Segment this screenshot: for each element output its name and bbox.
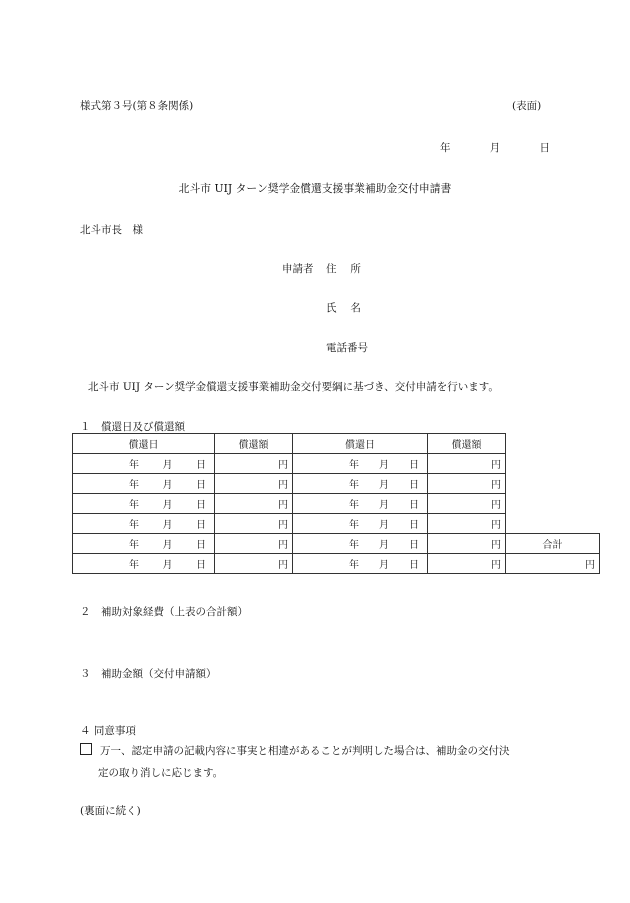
- repay-amount-cell: 円: [428, 454, 506, 474]
- day-label: 日: [409, 460, 419, 471]
- header-repay-date-1: 償還日: [73, 434, 215, 454]
- year-label: 年: [349, 500, 359, 511]
- month-label: 月: [379, 480, 389, 491]
- front-side-label: (表面): [512, 100, 542, 112]
- repay-date-cell: [293, 554, 428, 574]
- repay-amount-cell: 円: [215, 494, 293, 514]
- day-label: 日: [196, 500, 206, 511]
- day-label: 日: [409, 540, 419, 551]
- year-label: 年: [349, 520, 359, 531]
- blank-cell: [506, 434, 600, 454]
- day-label: 日: [196, 460, 206, 471]
- repay-amount-cell: 円: [428, 534, 506, 554]
- table-row: [73, 554, 600, 574]
- year-label: 年: [129, 540, 139, 551]
- repay-amount-cell: 円: [428, 554, 506, 574]
- date-parts: [293, 496, 427, 511]
- blank-cell: [506, 514, 600, 534]
- repay-date-cell: [293, 494, 428, 514]
- repay-amount-cell: 円: [215, 454, 293, 474]
- total-amount-cell: 円: [506, 554, 600, 574]
- table-row: [73, 494, 600, 514]
- date-parts: [293, 456, 427, 471]
- table-row: [73, 474, 600, 494]
- repay-date-cell: [73, 474, 215, 494]
- repay-amount-cell: 円: [215, 474, 293, 494]
- date-parts: [293, 556, 427, 571]
- date-parts: [73, 496, 214, 511]
- year-label: 年: [129, 520, 139, 531]
- month-label: 月: [379, 460, 389, 471]
- date-parts: [73, 536, 214, 551]
- table-row: [73, 454, 600, 474]
- applicant-address-label: 住 所: [326, 263, 361, 275]
- year-label: 年: [129, 500, 139, 511]
- day-label: 日: [409, 480, 419, 491]
- section1-heading: １ 償還日及び償還額: [80, 421, 185, 433]
- day-label: 日: [196, 520, 206, 531]
- repay-date-cell: [293, 454, 428, 474]
- month-label: 月: [162, 480, 173, 491]
- month-label: 月: [162, 460, 173, 471]
- table-row: [73, 514, 600, 534]
- repay-amount-cell: 円: [428, 474, 506, 494]
- year-label: 年: [349, 480, 359, 491]
- month-label: 月: [379, 540, 389, 551]
- year-label: 年: [349, 540, 359, 551]
- repay-date-cell: [293, 474, 428, 494]
- month-label: 月: [379, 500, 389, 511]
- applicant-phone-label: 電話番号: [326, 342, 368, 354]
- application-date: [440, 140, 550, 155]
- date-parts: [293, 476, 427, 491]
- date-parts: [73, 456, 214, 471]
- date-parts: [73, 516, 214, 531]
- month-label: 月: [162, 560, 173, 571]
- applicant-label: 申請者: [282, 263, 314, 275]
- year-label: 年: [129, 460, 139, 471]
- day-label: 日: [196, 540, 206, 551]
- month-label: 月: [162, 500, 173, 511]
- month-label: 月: [379, 560, 389, 571]
- month-label: 月: [162, 520, 173, 531]
- month-label: 月: [162, 540, 173, 551]
- table-row: [73, 534, 600, 554]
- applicant-name-label: 氏 名: [326, 302, 361, 314]
- day-label: 日: [196, 480, 206, 491]
- repay-amount-cell: 円: [215, 514, 293, 534]
- section3-heading: ３ 補助金額（交付申請額）: [80, 668, 217, 680]
- blank-cell: [506, 474, 600, 494]
- year-label: 年: [349, 560, 359, 571]
- day-label: 日: [409, 560, 419, 571]
- total-label-cell: 合計: [506, 534, 600, 554]
- repay-amount-cell: 円: [215, 534, 293, 554]
- header-repay-amount-2: 償還額: [428, 434, 506, 454]
- month-label: 月: [379, 520, 389, 531]
- repay-date-cell: [73, 534, 215, 554]
- year-label: 年: [129, 560, 139, 571]
- header-repay-date-2: 償還日: [293, 434, 428, 454]
- date-parts: [293, 516, 427, 531]
- repay-amount-cell: 円: [428, 514, 506, 534]
- repay-amount-cell: 円: [215, 554, 293, 574]
- year-label: 年: [349, 460, 359, 471]
- repay-date-cell: [73, 554, 215, 574]
- section2-heading: ２ 補助対象経費（上表の合計額）: [80, 606, 248, 618]
- application-statement: 北斗市 UIJ ターン奨学金償還支援事業補助金交付要綱に基づき、交付申請を行います。: [88, 381, 499, 393]
- day-label: 日: [409, 500, 419, 511]
- consent-text-line1: 万一、認定申請の記載内容に事実と相違があることが判明した場合は、補助金の交付決: [100, 745, 510, 757]
- date-day: 日: [539, 142, 550, 154]
- date-month: 月: [489, 142, 501, 154]
- table-header-row: [73, 434, 600, 454]
- section4-heading: ４ 同意事項: [80, 725, 136, 737]
- addressee: 北斗市長 様: [80, 224, 143, 236]
- consent-item: [80, 743, 510, 758]
- date-parts: [73, 556, 214, 571]
- date-parts: [293, 536, 427, 551]
- continued-note: (裏面に続く): [80, 805, 141, 817]
- day-label: 日: [196, 560, 206, 571]
- header-repay-amount-1: 償還額: [215, 434, 293, 454]
- form-number: 様式第３号(第８条関係): [80, 100, 194, 112]
- blank-cell: [506, 494, 600, 514]
- repay-date-cell: [293, 514, 428, 534]
- repay-date-cell: [73, 514, 215, 534]
- repay-amount-cell: 円: [428, 494, 506, 514]
- document-title: 北斗市 UIJ ターン奨学金償還支援事業補助金交付申請書: [178, 182, 452, 195]
- blank-cell: [506, 454, 600, 474]
- repay-date-cell: [73, 454, 215, 474]
- repayment-table: [72, 433, 600, 574]
- consent-checkbox[interactable]: [80, 743, 92, 755]
- repay-date-cell: [73, 494, 215, 514]
- date-parts: [73, 476, 214, 491]
- repay-date-cell: [293, 534, 428, 554]
- date-year: 年: [440, 142, 451, 154]
- consent-text-line2: 定の取り消しに応じます。: [98, 767, 224, 779]
- day-label: 日: [409, 520, 419, 531]
- year-label: 年: [129, 480, 139, 491]
